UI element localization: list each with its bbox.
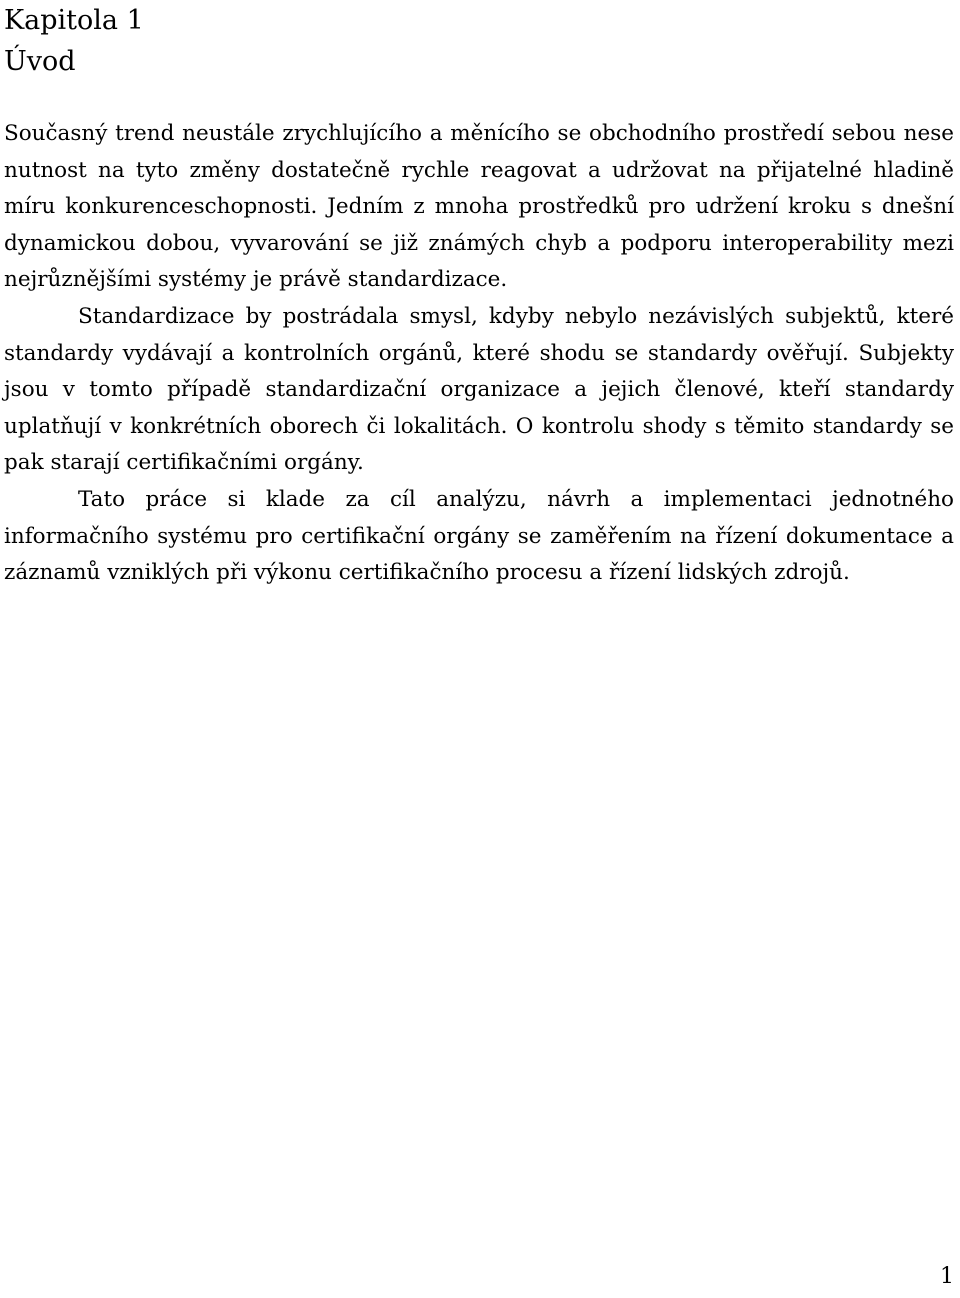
paragraph-3: Tato práce si klade za cíl analýzu, návrh a implementaci jednotného informačního systému pro certifikační orgány se zaměřením na řízení dokumentace a záznamů vzniklých při výkonu certifikačního procesu a řízení lidských zdrojů. [4, 486, 954, 586]
body-text [4, 116, 954, 592]
page-number: 1 [940, 1264, 954, 1289]
chapter-title: Úvod [4, 46, 76, 77]
chapter-label: Kapitola 1 [4, 5, 144, 36]
paragraph-2: Standardizace by postrádala smysl, kdyby nebylo nezávislých subjektů, které standardy vydávají a kontrolních orgánů, které shodu se standardy ověřují. Subjekty jsou v tomto případě standardizační organizace a jejich členové, kteří standardy uplatňují v konkrétních oborech či lokalitách. O kontrolu shody s těmito standardy se pak starají certifikačními orgány. [4, 303, 954, 476]
paragraph-1: Současný trend neustále zrychlujícího a měnícího se obchodního prostředí sebou nese nutnost na tyto změny dostatečně rychle reagovat a udržovat na přijatelné hladině míru konkurenceschopnosti. Jedním z mnoha prostředků pro udržení kroku s dnešní dynamickou dobou, vyvarování se již známých chyb a podporu interoperability mezi nejrůznějšími systémy je právě standardizace. [4, 121, 954, 293]
chapter-heading [4, 0, 144, 82]
